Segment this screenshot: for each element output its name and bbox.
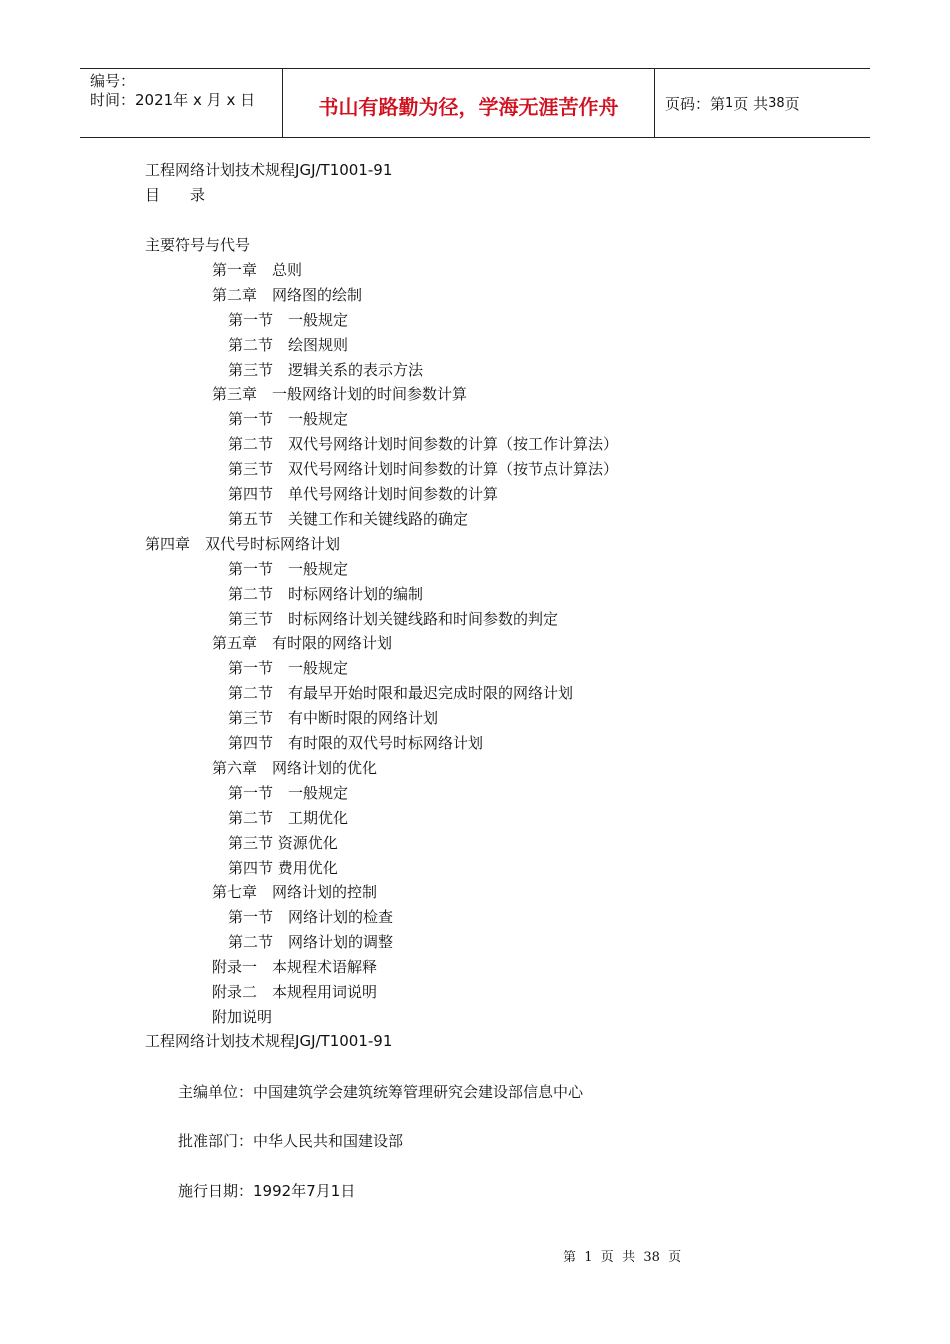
effective-label: 施行日期： — [178, 1182, 254, 1200]
toc-entry: 第二节 时标网络计划的编制 — [228, 584, 424, 603]
header-motto: 书山有路勤为径，学海无涯苦作舟 — [282, 69, 655, 137]
toc-entry: 第三节 时标网络计划关键线路和时间参数的判定 — [228, 609, 559, 628]
effective-day: 1 — [330, 1182, 341, 1200]
toc-entry: 第二节 绘图规则 — [228, 335, 349, 354]
date-month-unit: 月 — [206, 91, 222, 109]
toc-entry: 第五章 有时限的网络计划 — [212, 634, 393, 653]
approver-line: 批准部门：中华人民共和国建设部 — [178, 1132, 404, 1150]
toc-entry: 主要符号与代号 — [145, 236, 251, 254]
page-footer: 第 1 页 共 38 页 — [563, 1250, 682, 1265]
toc-entry: 第三节 逻辑关系的表示方法 — [228, 360, 424, 379]
toc-entry: 第一节 一般规定 — [228, 410, 349, 429]
effective-year: 1992 — [253, 1182, 292, 1200]
toc-entry: 第一节 网络计划的检查 — [228, 908, 394, 927]
page-end-label: 页 — [784, 94, 800, 113]
editor-line: 主编单位：中国建筑学会建筑统筹管理研究会建设部信息中心 — [178, 1083, 584, 1101]
effective-date-line — [178, 1179, 355, 1203]
toc-entry: 第二节 工期优化 — [228, 808, 349, 827]
doc-title-line — [145, 158, 392, 182]
toc-heading: 目 录 — [145, 186, 206, 204]
header-page-info — [655, 69, 870, 137]
page-label: 页码：第 — [665, 94, 726, 113]
doc-code: JGJ/T1001-91 — [295, 161, 393, 179]
date-day: x — [226, 91, 236, 109]
toc-entry: 第一节 一般规定 — [228, 659, 349, 678]
toc-entry: 第二节 双代号网络计划时间参数的计算（按工作计算法） — [228, 435, 619, 454]
toc-entry: 第四章 双代号时标网络计划 — [145, 534, 341, 553]
effective-day-unit: 日 — [340, 1182, 356, 1200]
page-number: 1 — [725, 95, 734, 111]
toc-entry: 第二节 网络计划的调整 — [228, 933, 394, 952]
date-day-unit: 日 — [240, 91, 256, 109]
doc-title: 工程网络计划技术规程 — [145, 161, 296, 179]
toc-entry: 附录一 本规程术语解释 — [212, 958, 378, 977]
effective-month: 7 — [306, 1182, 316, 1200]
toc-entry: 第一节 一般规定 — [228, 559, 349, 578]
toc-entry: 第一节 一般规定 — [228, 310, 349, 329]
page-total: 38 — [768, 95, 785, 111]
toc-entry: 第七章 网络计划的控制 — [212, 883, 378, 902]
info-title-line — [145, 1029, 392, 1053]
date-year-unit: 年 — [173, 91, 189, 109]
date-year: 2021 — [135, 91, 174, 109]
toc-entry: 第二节 有最早开始时限和最迟完成时限的网络计划 — [228, 684, 574, 703]
date-line — [90, 91, 282, 110]
toc-entry: 第四节 单代号网络计划时间参数的计算 — [228, 485, 499, 503]
toc-entry: 第一节 一般规定 — [228, 783, 349, 802]
effective-month-unit: 月 — [315, 1182, 331, 1200]
header-meta — [80, 69, 282, 137]
toc-entry: 第五节 关键工作和关键线路的确定 — [228, 509, 469, 528]
toc-entry: 第四节 有时限的双代号时标网络计划 — [228, 734, 484, 752]
toc-entry: 附录二 本规程用词说明 — [212, 983, 378, 1001]
toc-entry: 第六章 网络计划的优化 — [212, 758, 378, 777]
toc-entry: 第三章 一般网络计划的时间参数计算 — [212, 385, 468, 404]
toc-entry: 附加说明 — [212, 1007, 273, 1026]
date-month: x — [193, 91, 202, 109]
code-label: 编号： — [90, 72, 136, 90]
page-header — [80, 68, 870, 138]
date-label: 时间： — [90, 91, 136, 109]
toc-entry: 第三节 有中断时限的网络计划 — [228, 709, 439, 728]
toc-entry: 第三节 资源优化 — [228, 833, 338, 852]
page-mid-label: 页 共 — [733, 94, 769, 113]
toc-entry: 第三节 双代号网络计划时间参数的计算（按节点计算法） — [228, 460, 619, 479]
toc-entry: 第二章 网络图的绘制 — [212, 285, 363, 304]
effective-year-unit: 年 — [291, 1182, 307, 1200]
toc-entry: 第四节 费用优化 — [228, 858, 338, 877]
info-title: 工程网络计划技术规程 — [145, 1032, 296, 1050]
info-code: JGJ/T1001-91 — [295, 1032, 393, 1050]
toc-entry: 第一章 总则 — [212, 260, 303, 279]
